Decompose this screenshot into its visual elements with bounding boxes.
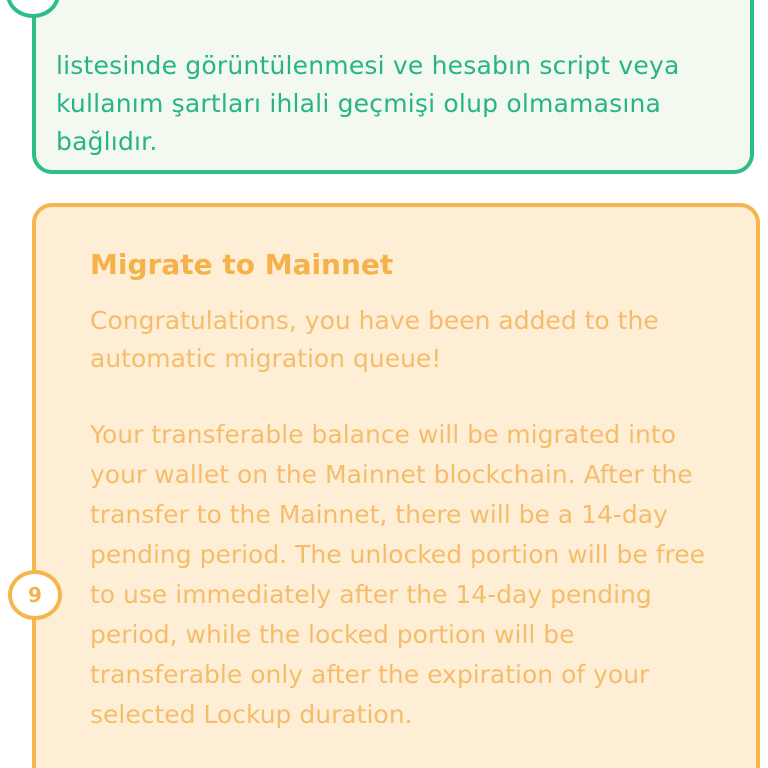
previous-step-text: listesinde görüntülenmesi ve hesabın script veya kullanım şartları ihlali geçmişi olup olmamasına bağlıdır.: [56, 51, 680, 156]
migrate-step-title: Migrate to Mainnet: [90, 248, 394, 281]
migrate-step-paragraph-2: Your transferable balance will be migrated into your wallet on the Mainnet blockchain. After the transfer to the Mainnet, there will be a 14-day pending period. The unlocked portion will be free to use immediately after the 14-day pending period, while the locked portion will be transferable only after the expiration of your selected Lockup duration.: [90, 420, 706, 729]
migrate-step-paragraph-1: Congratulations, you have been added to the automatic migration queue!: [90, 306, 659, 373]
migrate-step-card: [32, 203, 760, 768]
step-number-badge: 9: [8, 570, 62, 620]
